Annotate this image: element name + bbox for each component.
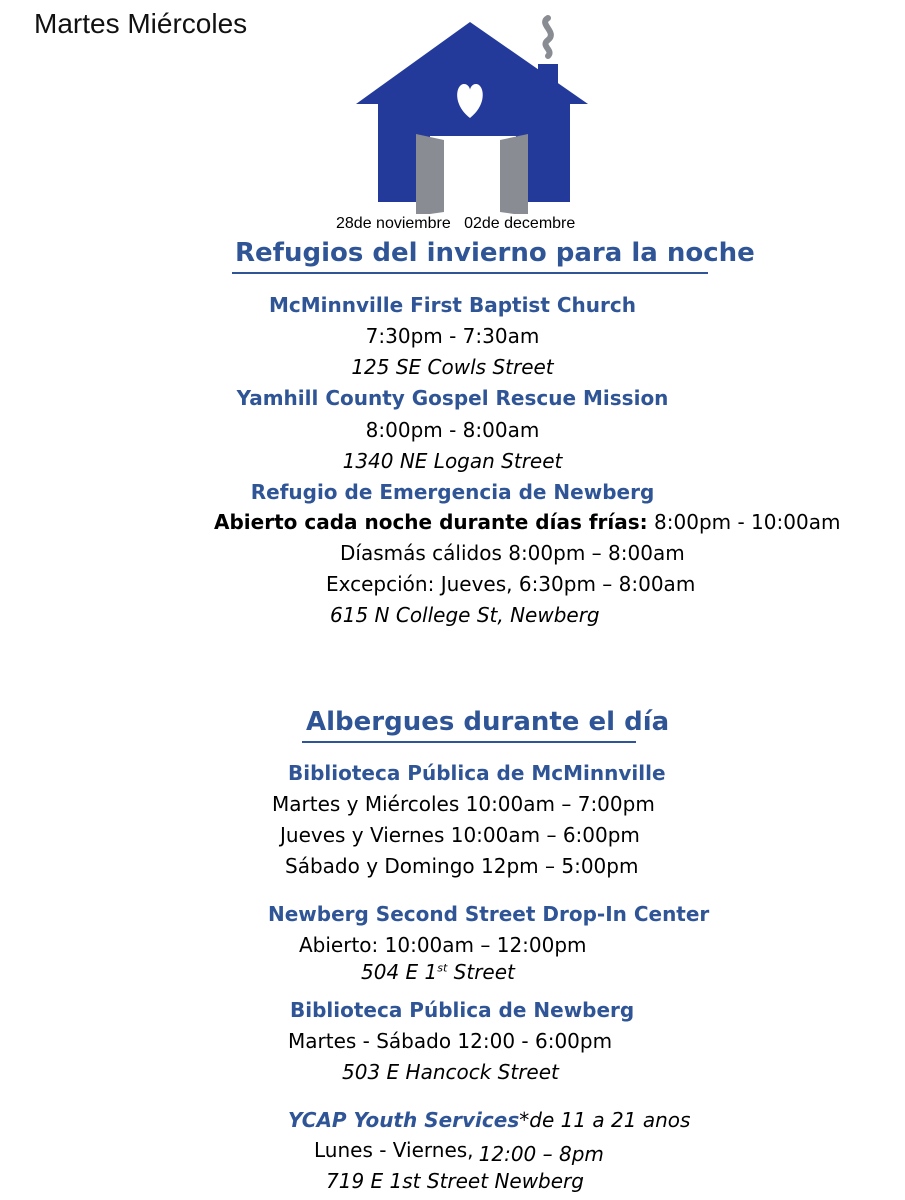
dropin-name: Newberg Second Street Drop-In Center xyxy=(268,902,710,926)
night-title-underline xyxy=(232,272,708,274)
address-pre: 504 E 1 xyxy=(361,960,438,984)
date-end: 02de decembre xyxy=(464,215,576,232)
cold-label: Abierto cada noche durante días frías: xyxy=(214,510,648,534)
shelter-name: McMinnville First Baptist Church xyxy=(269,293,636,317)
shelter-hours: 7:30pm - 7:30am xyxy=(365,324,540,348)
ycap-heading xyxy=(288,1108,690,1132)
ycap-address: 719 E 1st Street Newberg xyxy=(326,1169,584,1193)
date-range xyxy=(336,215,575,233)
smoke-icon xyxy=(545,18,551,56)
mcm-library-hours: Sábado y Domingo 12pm – 5:00pm xyxy=(285,854,639,878)
mcm-library-hours: Martes y Miércoles 10:00am – 7:00pm xyxy=(272,792,655,816)
shelter-hours: 8:00pm - 8:00am xyxy=(365,418,540,442)
newberg-exception xyxy=(326,572,695,596)
mcm-library-hours: Jueves y Viernes 10:00am – 6:00pm xyxy=(280,823,640,847)
house-logo-icon xyxy=(352,14,592,214)
ycap-days: Lunes - Viernes, xyxy=(314,1138,474,1162)
cold-hours: 8:00pm - 10:00am xyxy=(654,510,841,534)
nb-library-address: 503 E Hancock Street xyxy=(342,1060,559,1084)
day-title: Albergues durante el día xyxy=(306,707,670,737)
shelter-name: Yamhill County Gospel Rescue Mission xyxy=(236,386,669,410)
ycap-hours-line xyxy=(314,1138,604,1166)
ycap-name: YCAP Youth Services xyxy=(288,1108,520,1132)
date-start: 28de noviembre xyxy=(336,215,451,232)
shelter-address: 1340 NE Logan Street xyxy=(342,449,563,473)
shelter-address: 125 SE Cowls Street xyxy=(351,355,554,379)
ycap-hours: 12:00 – 8pm xyxy=(478,1142,604,1166)
ycap-note: *de 11 a 21 anos xyxy=(519,1108,691,1132)
newberg-warm-hours: Díasmás cálidos 8:00pm – 8:00am xyxy=(340,541,685,565)
nb-library-name: Biblioteca Pública de Newberg xyxy=(290,998,635,1022)
exception-label: Excepción: xyxy=(326,572,435,596)
newberg-address: 615 N College St, Newberg xyxy=(330,603,600,627)
mcm-library-name: Biblioteca Pública de McMinnville xyxy=(288,761,666,785)
top-label: Martes Miércoles xyxy=(34,8,248,39)
night-title: Refugios del invierno para la noche xyxy=(235,238,755,268)
dropin-address xyxy=(361,960,515,984)
address-sup: st xyxy=(437,961,448,975)
day-title-underline xyxy=(302,741,636,743)
newberg-cold-hours xyxy=(214,510,840,534)
newberg-shelter-name: Refugio de Emergencia de Newberg xyxy=(250,480,655,504)
nb-library-hours: Martes - Sábado 12:00 - 6:00pm xyxy=(288,1029,613,1053)
exception-hours: Jueves, 6:30pm – 8:00am xyxy=(440,572,696,596)
dropin-hours: Abierto: 10:00am – 12:00pm xyxy=(299,933,587,957)
address-post: Street xyxy=(447,960,515,984)
